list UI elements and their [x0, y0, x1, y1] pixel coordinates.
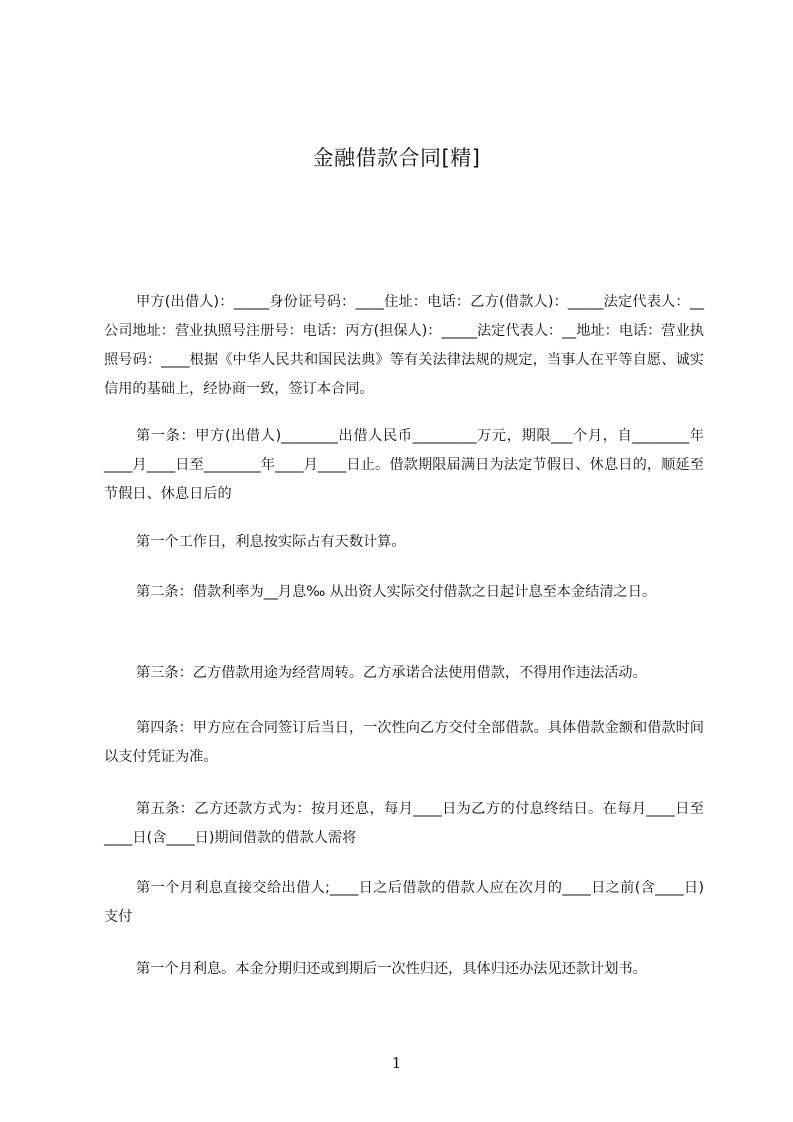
- document-title: 金融借款合同[精]: [312, 146, 481, 170]
- article-3-paragraph: 第三条：乙方借款用途为经营周转。乙方承诺合法使用借款，不得用作违法活动。: [136, 665, 647, 681]
- article-5-continuation-paragraph: 第一个月利息直接交给出借人;____日之后借款的借款人应在次月的____日之前(含____日)支付: [104, 880, 704, 925]
- article-1-continuation-paragraph: 第一个工作日，利息按实际占有天数计算。: [136, 534, 406, 550]
- article-5-paragraph: 第五条：乙方还款方式为：按月还息，每月____日为乙方的付息终结日。在每月____日至____日(含____日)期间借款的借款人需将: [104, 801, 704, 846]
- page-number: 1: [391, 1054, 402, 1072]
- article-4-paragraph: 第四条：甲方应在合同签订后当日，一次性向乙方交付全部借款。具体借款金额和借款时间以支付凭证为准。: [104, 720, 704, 765]
- contract-parties-paragraph: 甲方(出借人)：_____身份证号码：____住址：电话：乙方(借款人)：_____法定代表人：__公司地址：营业执照号注册号：电话：丙方(担保人)：_____法定代表人：__地址：电话：营业执照号码：____根据《中华人民共和国民法典》等有关法律法规的规定，当事人在平等自愿、诚实信用的基础上，经协商一致，签订本合同。: [104, 294, 704, 397]
- article-2-paragraph: 第二条：借款利率为__月息‰ 从出资人实际交付借款之日起计息至本金结清之日。: [136, 584, 657, 600]
- article-1-paragraph: 第一条：甲方(出借人)________出借人民币_________万元，期限___个月，自________年____月____日至________年____月____日止。借款期限届满日为法定节假日、休息日的，顺延至节假日、休息日后的: [104, 428, 704, 502]
- article-5-final-paragraph: 第一个月利息。本金分期归还或到期后一次性归还，具体归还办法见还款计划书。: [136, 961, 647, 977]
